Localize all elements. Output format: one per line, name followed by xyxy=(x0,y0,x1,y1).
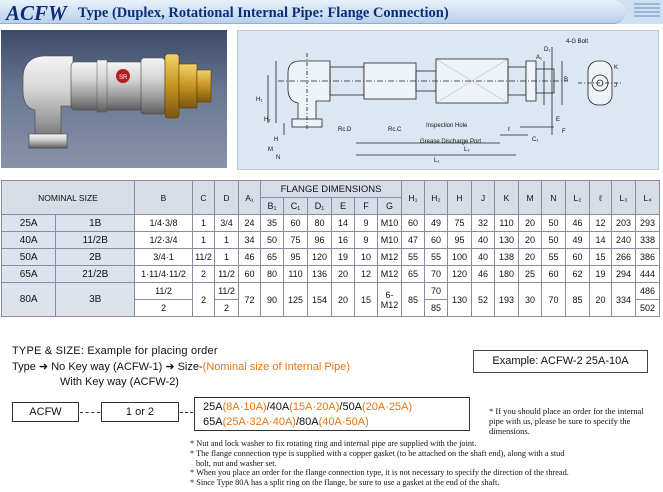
size-25a: 25A xyxy=(203,401,223,413)
connector-line xyxy=(80,412,100,413)
header-flange-dimensions: FLANGE DIMENSIONS xyxy=(261,181,402,198)
svg-text:ℓ: ℓ xyxy=(508,127,510,133)
header-band xyxy=(0,0,663,24)
svg-text:B: B xyxy=(564,77,569,83)
cell: 49 xyxy=(566,232,590,249)
order-title: TYPE & SIZE: Example for placing order xyxy=(12,345,218,357)
cell: 60 xyxy=(239,266,261,283)
type-label: Type xyxy=(12,361,36,373)
cell: 154 xyxy=(308,283,332,317)
cell-size-a: 80A xyxy=(2,283,56,317)
cell: 60 xyxy=(402,215,425,232)
svg-text:E: E xyxy=(556,117,561,123)
cell: 62 xyxy=(566,266,590,283)
header-C: C xyxy=(193,181,215,215)
footnote: * Since Type 80A has a split ring on the flange, be sure to use a gasket at the end of the shaft. xyxy=(190,478,500,488)
cell: 2 xyxy=(193,283,215,317)
cell: 136 xyxy=(308,266,332,283)
size-80a-options: (40A·50A) xyxy=(318,416,369,428)
dimension-drawing xyxy=(237,30,659,170)
cell: 12 xyxy=(590,215,612,232)
svg-text:Inspection Hole: Inspection Hole xyxy=(426,123,468,129)
header-H: H xyxy=(448,181,472,215)
cell: 35 xyxy=(261,215,284,232)
type-option-box: 1 or 2 xyxy=(101,402,179,422)
svg-text:4-G Bolt: 4-G Bolt xyxy=(566,39,589,45)
cell: 60 xyxy=(566,249,590,266)
footnote: * When you place an order for the flange connection type, it is not necessary to specify the direction of the thread. xyxy=(190,468,569,478)
cell: 32 xyxy=(472,215,495,232)
cell: 10 xyxy=(355,249,378,266)
model-subtitle: Type (Duplex, Rotational Internal Pipe: Flange Connection) xyxy=(78,5,449,21)
cell: 444 xyxy=(636,266,660,283)
cell: 46 xyxy=(239,249,261,266)
cell: 9 xyxy=(355,215,378,232)
svg-text:Rc.D: Rc.D xyxy=(338,127,352,133)
cell: 15 xyxy=(590,249,612,266)
cell-size-b: 1B xyxy=(56,215,135,232)
cell: 40 xyxy=(472,232,495,249)
cell: 50 xyxy=(542,232,566,249)
header-M: M xyxy=(519,181,542,215)
cell: 75 xyxy=(284,232,308,249)
cell: 11/2 xyxy=(135,283,193,300)
table-row xyxy=(2,215,660,232)
cell: 65 xyxy=(402,266,425,283)
footnote: * The flange connection type is supplied with a copper gasket (to be attached on the shaft end), along with a stud xyxy=(190,448,565,458)
product-photo xyxy=(1,30,227,168)
svg-text:H: H xyxy=(274,137,279,143)
cell-size-b: 3B xyxy=(56,283,135,317)
cell: 20 xyxy=(332,283,355,317)
decorative-stripes xyxy=(634,3,660,21)
size-65a: 65A xyxy=(203,416,223,428)
cell: 25 xyxy=(519,266,542,283)
cell-size-a: 50A xyxy=(2,249,56,266)
order-type-line xyxy=(12,360,350,373)
header-A1: A₁ xyxy=(239,181,261,215)
cell: 486 xyxy=(636,283,660,300)
cell-size-a: 25A xyxy=(2,215,56,232)
svg-text:N: N xyxy=(276,155,281,161)
size-50a: /50A xyxy=(339,401,363,413)
cell: 110 xyxy=(495,215,519,232)
cell: 293 xyxy=(636,215,660,232)
cell: 85 xyxy=(402,283,425,317)
cross-section-diagram xyxy=(238,31,658,169)
cell: 100 xyxy=(448,249,472,266)
header-l: ℓ xyxy=(590,181,612,215)
model-title: ACFW xyxy=(6,1,67,25)
cell: 72 xyxy=(239,283,261,317)
table-row xyxy=(2,266,660,283)
cell: M12 xyxy=(378,266,402,283)
svg-text:J: J xyxy=(614,83,617,89)
cell: 20 xyxy=(519,215,542,232)
header-D: D xyxy=(215,181,239,215)
cell: 11/2 xyxy=(193,249,215,266)
svg-text:K: K xyxy=(614,65,619,71)
cell: 19 xyxy=(590,266,612,283)
cell: 60 xyxy=(542,266,566,283)
svg-text:F: F xyxy=(562,129,566,135)
size-40a-options: (15A·20A) xyxy=(289,401,340,413)
svg-text:H₂: H₂ xyxy=(264,117,271,123)
cell: 50 xyxy=(542,215,566,232)
size-25a-options: (8A·10A) xyxy=(222,401,267,413)
cell: 3/4·1 xyxy=(135,249,193,266)
cell: 47 xyxy=(402,232,425,249)
cell: 20 xyxy=(519,249,542,266)
no-key-label: No Key way (ACFW-1) xyxy=(51,361,163,373)
cell: 20 xyxy=(519,232,542,249)
cell: 2 xyxy=(135,300,193,317)
header-L3: L₃ xyxy=(612,181,636,215)
table-row xyxy=(2,232,660,249)
header-C1: C₁ xyxy=(284,198,308,215)
cell: 85 xyxy=(425,300,448,317)
cell: M10 xyxy=(378,215,402,232)
cell: 20 xyxy=(332,266,355,283)
cell: 240 xyxy=(612,232,636,249)
acfw-box: ACFW xyxy=(12,402,79,422)
header-H2: H₂ xyxy=(425,181,448,215)
cell: 49 xyxy=(425,215,448,232)
cell: 125 xyxy=(284,283,308,317)
cell: 502 xyxy=(636,300,660,317)
example-box: Example: ACFW-2 25A-10A xyxy=(473,350,648,373)
cell: 50 xyxy=(261,232,284,249)
cell: 70 xyxy=(425,266,448,283)
cell: 30 xyxy=(519,283,542,317)
cell: 11/2 xyxy=(215,283,239,300)
cell: 120 xyxy=(308,249,332,266)
cell-size-a: 40A xyxy=(2,232,56,249)
header-G: G xyxy=(378,198,402,215)
svg-text:Rc.C: Rc.C xyxy=(388,127,402,133)
cell: 1 xyxy=(193,232,215,249)
sizes-box xyxy=(194,397,470,431)
cell: 9 xyxy=(355,232,378,249)
header-J: J xyxy=(472,181,495,215)
cell: 80 xyxy=(261,266,284,283)
cell: 2 xyxy=(215,300,239,317)
header-K: K xyxy=(495,181,519,215)
cell: 110 xyxy=(284,266,308,283)
arrow-icon: ➜ xyxy=(165,361,175,373)
svg-text:L₁: L₁ xyxy=(434,158,440,164)
header-L4: L₄ xyxy=(636,181,660,215)
dimension-table xyxy=(1,180,660,317)
svg-text:A₁: A₁ xyxy=(536,55,543,61)
cell: 75 xyxy=(448,215,472,232)
size-80a: /80A xyxy=(295,416,319,428)
cell: 65 xyxy=(261,249,284,266)
cell: 1 xyxy=(193,215,215,232)
cell: 70 xyxy=(542,283,566,317)
cell: 16 xyxy=(332,232,355,249)
table-row xyxy=(2,283,660,300)
header-N: N xyxy=(542,181,566,215)
cell: 24 xyxy=(239,215,261,232)
header-D1: D₁ xyxy=(308,198,332,215)
cell: 11/2 xyxy=(215,266,239,283)
rotary-joint-photo xyxy=(1,30,227,168)
cell: 52 xyxy=(472,283,495,317)
size-50a-options: (20A·25A) xyxy=(362,401,413,413)
sizes-line-1 xyxy=(203,400,461,415)
cell: 14 xyxy=(590,232,612,249)
size-40a: /40A xyxy=(266,401,290,413)
cell-size-b: 21/2B xyxy=(56,266,135,283)
cell: 46 xyxy=(472,266,495,283)
header-F: F xyxy=(355,198,378,215)
svg-text:C₁: C₁ xyxy=(532,137,539,143)
header-B: B xyxy=(135,181,193,215)
cell: 55 xyxy=(542,249,566,266)
cell: 338 xyxy=(636,232,660,249)
cell: 95 xyxy=(284,249,308,266)
cell: 34 xyxy=(239,232,261,249)
table-header-row xyxy=(2,181,660,198)
cell: 120 xyxy=(448,266,472,283)
cell: 130 xyxy=(448,283,472,317)
size-65a-options: (25A·32A·40A) xyxy=(222,416,296,428)
header-L2: L₂ xyxy=(566,181,590,215)
cell: 1·11/4·11/2 xyxy=(135,266,193,283)
sizes-line-2 xyxy=(203,415,461,430)
cell: 138 xyxy=(495,249,519,266)
header-H1: H₁ xyxy=(402,181,425,215)
cell: 3/4 xyxy=(215,215,239,232)
cell: 60 xyxy=(284,215,308,232)
internal-pipe-note: * If you should place an order for the internal pipe with us, please be sure to specify the dimensions. xyxy=(489,406,644,436)
cell: 294 xyxy=(612,266,636,283)
cell: M10 xyxy=(378,232,402,249)
cell: 6-M12 xyxy=(378,283,402,317)
cell: 1 xyxy=(215,249,239,266)
cell: 203 xyxy=(612,215,636,232)
cell: 46 xyxy=(566,215,590,232)
arrow-icon: ➜ xyxy=(38,361,49,373)
cell: 90 xyxy=(261,283,284,317)
cell: 130 xyxy=(495,232,519,249)
footnote: bolt, nut and washer set. xyxy=(196,458,277,468)
header-nominal-size: NOMINAL SIZE xyxy=(2,181,135,215)
cell-size-b: 2B xyxy=(56,249,135,266)
svg-text:SR: SR xyxy=(119,75,128,81)
cell: 85 xyxy=(566,283,590,317)
cell: 1 xyxy=(215,232,239,249)
cell: 55 xyxy=(425,249,448,266)
connector-line xyxy=(180,412,193,413)
cell: 14 xyxy=(332,215,355,232)
cell: 266 xyxy=(612,249,636,266)
cell: 1/2·3/4 xyxy=(135,232,193,249)
cell: 334 xyxy=(612,283,636,317)
cell: M12 xyxy=(378,249,402,266)
size-note: (Nominal size of Internal Pipe) xyxy=(202,361,350,373)
svg-text:M: M xyxy=(268,147,273,153)
svg-text:H₁: H₁ xyxy=(256,97,263,103)
cell: 80 xyxy=(308,215,332,232)
size-label: Size- xyxy=(177,361,203,373)
cell: 386 xyxy=(636,249,660,266)
with-key-label: With Key way (ACFW-2) xyxy=(60,376,179,388)
cell: 60 xyxy=(425,232,448,249)
cell: 40 xyxy=(472,249,495,266)
footnotes xyxy=(190,439,660,488)
cell: 15 xyxy=(355,283,378,317)
cell: 180 xyxy=(495,266,519,283)
cell-size-b: 11/2B xyxy=(56,232,135,249)
cell: 19 xyxy=(332,249,355,266)
cell: 1/4·3/8 xyxy=(135,215,193,232)
cell: 95 xyxy=(448,232,472,249)
cell: 70 xyxy=(425,283,448,300)
header-E: E xyxy=(332,198,355,215)
svg-text:L₂: L₂ xyxy=(464,147,470,153)
svg-text:Grease Discharge Port: Grease Discharge Port xyxy=(420,139,482,145)
svg-text:D₁: D₁ xyxy=(544,47,551,53)
table-row xyxy=(2,249,660,266)
cell: 96 xyxy=(308,232,332,249)
header-B1: B₁ xyxy=(261,198,284,215)
cell-size-a: 65A xyxy=(2,266,56,283)
cell: 193 xyxy=(495,283,519,317)
cell: 20 xyxy=(590,283,612,317)
cell: 55 xyxy=(402,249,425,266)
cell: 12 xyxy=(355,266,378,283)
cell: 2 xyxy=(193,266,215,283)
footnote: * Nut and lock washer to fix rotating ring and internal pipe are supplied with the joint. xyxy=(190,439,477,448)
